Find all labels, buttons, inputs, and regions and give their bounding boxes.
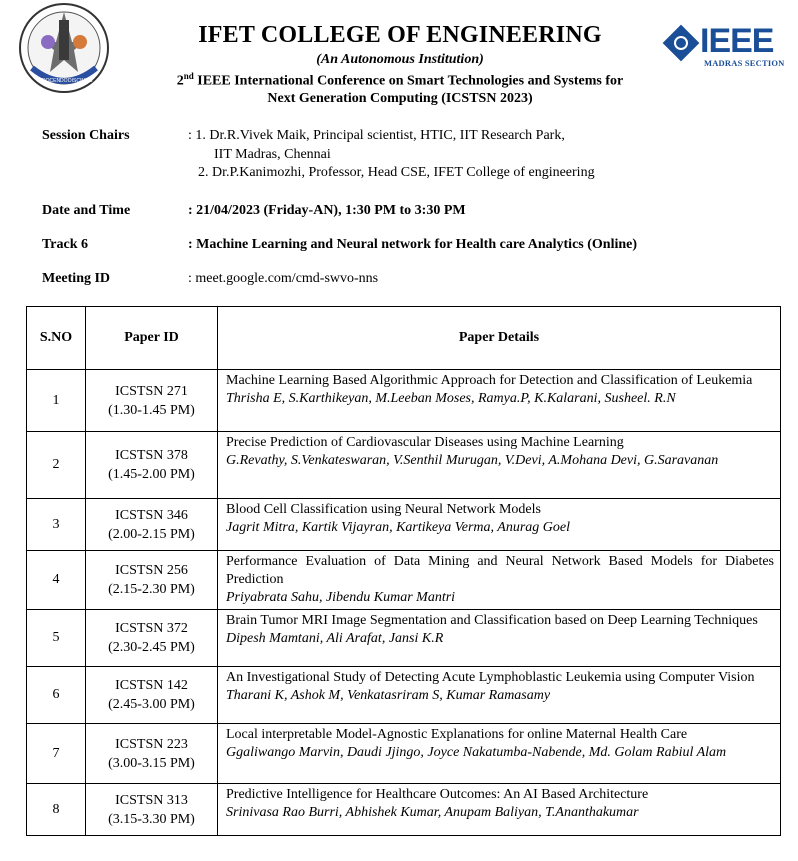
row-paper-id-cell: [86, 551, 218, 610]
paper-authors: Dipesh Mamtani, Ali Arafat, Jansi K.R: [226, 631, 444, 646]
row-paper-details: [218, 370, 781, 432]
meeting-id-label: Meeting ID: [42, 271, 111, 286]
paper-title: Machine Learning Based Algorithmic Approach for Detection and Classification of Leukemia: [226, 373, 753, 388]
session-chair-1-cont: IIT Madras, Chennai: [214, 147, 331, 162]
row-paper-id: ICSTSN 346: [115, 507, 188, 523]
table-row: [27, 610, 781, 667]
row-time-slot: (3.15-3.30 PM): [108, 811, 195, 827]
row-sno: 5: [27, 610, 86, 667]
conf-line1: IEEE International Conference on Smart Technologies and Systems for: [193, 73, 624, 89]
row-sno: 3: [27, 499, 86, 551]
date-time-label: Date and Time: [42, 203, 131, 218]
row-paper-id-cell: [86, 784, 218, 836]
row-paper-details: [218, 667, 781, 724]
row-time-slot: (3.00-3.15 PM): [108, 755, 195, 771]
logo-motto-left: DOCENDO: [42, 78, 68, 84]
row-paper-details: [218, 551, 781, 610]
row-paper-id: ICSTSN 372: [115, 621, 188, 636]
row-paper-details: [218, 499, 781, 551]
row-paper-id-cell: [86, 724, 218, 784]
paper-authors: Thrisha E, S.Karthikeyan, M.Leeban Moses, Ramya.P, K.Kalarani, Susheel. R.N: [226, 391, 676, 406]
row-paper-id-cell: [86, 667, 218, 724]
conf-line2: Next Generation Computing (ICSTSN 2023): [267, 90, 533, 106]
row-paper-id: ICSTSN 271: [115, 383, 188, 399]
session-chair-2: 2. Dr.P.Kanimozhi, Professor, Head CSE, IFET College of engineering: [198, 165, 595, 180]
college-logo: [18, 2, 110, 94]
ieee-wordmark: IEEE: [700, 22, 774, 60]
track-value: : Machine Learning and Neural network for Health care Analytics (Online): [188, 237, 638, 252]
table-header-row: [27, 307, 781, 370]
table-row: [27, 551, 781, 610]
paper-authors: Jagrit Mitra, Kartik Vijayran, Kartikeya Verma, Anurag Goel: [226, 520, 571, 535]
paper-title: Local interpretable Model-Agnostic Explanations for online Maternal Health Care: [226, 727, 688, 742]
logo-motto-right: DISCIMUS: [68, 78, 93, 84]
track-label: Track 6: [42, 237, 89, 252]
paper-title: Brain Tumor MRI Image Segmentation and Classification based on Deep Learning Techniques: [226, 613, 758, 628]
autonomous-subtitle: (An Autonomous Institution): [316, 52, 484, 67]
row-time-slot: (2.45-3.00 PM): [108, 697, 195, 712]
header-paper-id: Paper ID: [86, 307, 218, 370]
meeting-id-value[interactable]: : meet.google.com/cmd-swvo-nns: [188, 271, 379, 286]
row-paper-id: ICSTSN 256: [115, 563, 188, 578]
row-sno: 2: [27, 432, 86, 499]
paper-authors: Srinivasa Rao Burri, Abhishek Kumar, Anupam Baliyan, T.Ananthakumar: [226, 805, 639, 820]
row-paper-id: ICSTSN 313: [115, 792, 188, 808]
row-paper-id-cell: [86, 610, 218, 667]
row-paper-details: [218, 610, 781, 667]
row-paper-details: [218, 784, 781, 836]
conf-ordinal: 2: [176, 73, 184, 89]
table-row: [27, 370, 781, 432]
row-paper-id-cell: [86, 370, 218, 432]
session-chair-1: : 1. Dr.R.Vivek Maik, Principal scientist, HTIC, IIT Research Park,: [188, 128, 565, 143]
table-row: [27, 432, 781, 499]
row-time-slot: (1.30-1.45 PM): [108, 402, 195, 418]
row-sno: 8: [27, 784, 86, 836]
conf-ordinal-suffix: nd: [183, 71, 194, 81]
paper-title: Performance Evaluation of Data Mining and Neural Network Based Models for Diabetes Prediction: [226, 554, 774, 587]
conference-title: [120, 68, 680, 107]
paper-schedule-table: [26, 306, 781, 836]
college-title: IFET COLLEGE OF ENGINEERING: [198, 22, 602, 48]
row-time-slot: (2.30-2.45 PM): [108, 640, 195, 655]
table-row: [27, 499, 781, 551]
row-time-slot: (2.00-2.15 PM): [108, 526, 195, 542]
row-paper-details: [218, 432, 781, 499]
row-time-slot: (2.15-2.30 PM): [108, 582, 195, 597]
row-sno: 1: [27, 370, 86, 432]
paper-title: Blood Cell Classification using Neural Network Models: [226, 502, 541, 517]
row-paper-id-cell: [86, 432, 218, 499]
header-sno: S.NO: [27, 307, 86, 370]
row-paper-id-cell: [86, 499, 218, 551]
paper-authors: G.Revathy, S.Venkateswaran, V.Senthil Murugan, V.Devi, A.Mohana Devi, G.Saravanan: [226, 453, 719, 468]
header-paper-details: Paper Details: [218, 307, 781, 370]
date-time-value: : 21/04/2023 (Friday-AN), 1:30 PM to 3:30 PM: [188, 203, 466, 218]
ieee-logo: [664, 24, 790, 72]
row-paper-id: ICSTSN 378: [115, 448, 188, 463]
table-row: [27, 667, 781, 724]
ieee-diamond-icon: [663, 25, 700, 62]
row-paper-id: ICSTSN 142: [115, 678, 188, 693]
table-row: [27, 724, 781, 784]
row-paper-details: [218, 724, 781, 784]
session-chairs-label: Session Chairs: [42, 128, 130, 143]
paper-authors: Priyabrata Sahu, Jibendu Kumar Mantri: [226, 590, 456, 605]
ieee-section-label: MADRAS SECTION: [704, 58, 785, 68]
row-sno: 6: [27, 667, 86, 724]
paper-title: An Investigational Study of Detecting Acute Lymphoblastic Leukemia using Computer Vision: [226, 670, 755, 685]
row-paper-id: ICSTSN 223: [115, 736, 188, 752]
paper-title: Predictive Intelligence for Healthcare Outcomes: An AI Based Architecture: [226, 787, 649, 802]
row-sno: 7: [27, 724, 86, 784]
paper-authors: Ggaliwango Marvin, Daudi Jjingo, Joyce Nakatumba-Nabende, Md. Golam Rabiul Alam: [226, 745, 727, 760]
row-sno: 4: [27, 551, 86, 610]
paper-title: Precise Prediction of Cardiovascular Diseases using Machine Learning: [226, 435, 624, 450]
paper-authors: Tharani K, Ashok M, Venkatasriram S, Kumar Ramasamy: [226, 688, 551, 703]
table-row: [27, 784, 781, 836]
row-time-slot: (1.45-2.00 PM): [108, 467, 195, 482]
